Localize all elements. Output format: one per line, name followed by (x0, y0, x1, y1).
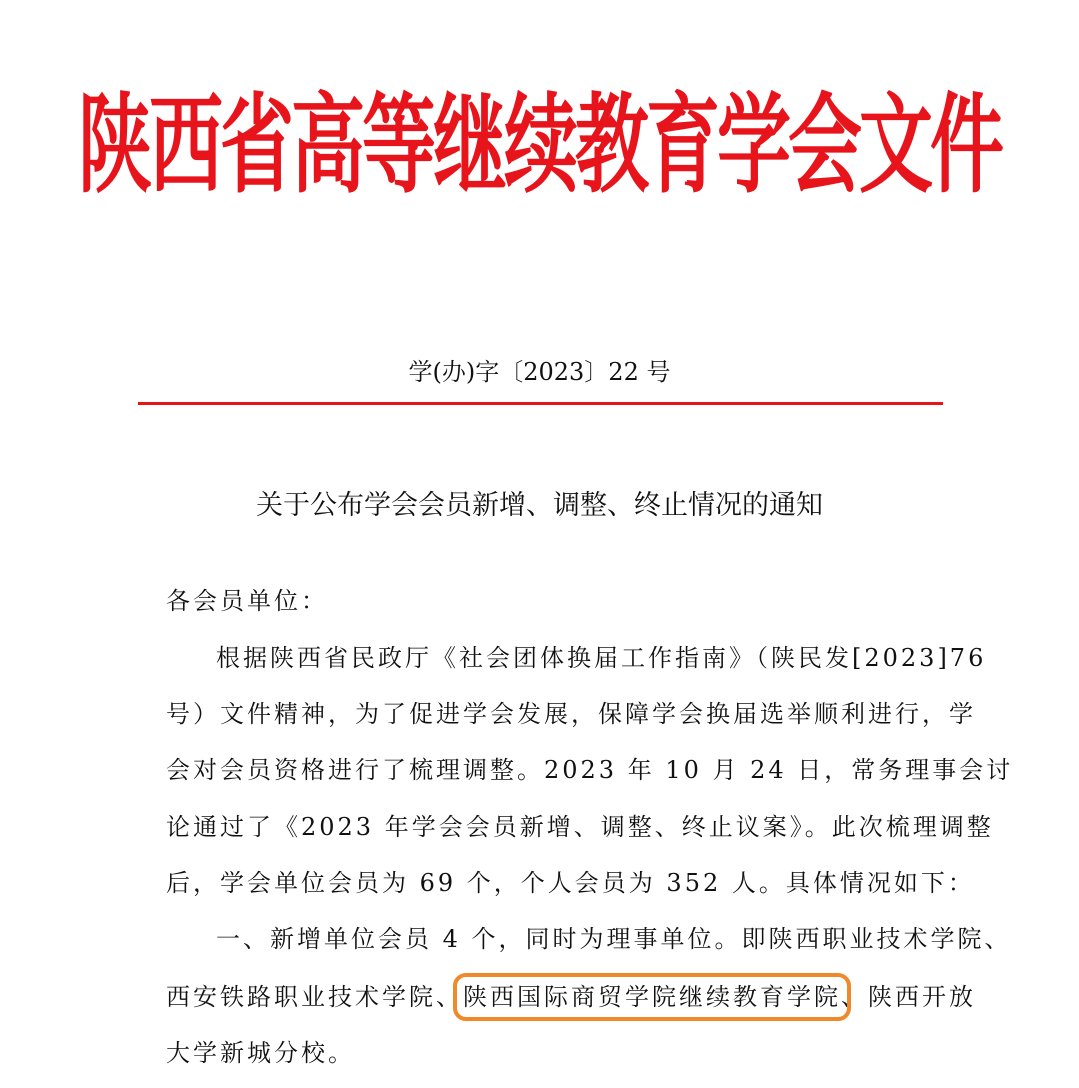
text-before-highlight: 西安铁路职业技术学院、 (166, 983, 463, 1011)
paragraph-line: 一、新增单位会员 4 个，同时为理事单位。即陕西职业技术学院、 (216, 925, 1012, 953)
paragraph-line: 论通过了《2023 年学会会员新增、调整、终止议案》。此次梳理调整 (166, 813, 994, 841)
document-header-title: 陕西省高等继续教育学会文件 (78, 83, 1001, 208)
paragraph-line: 后，学会单位会员为 69 个，个人会员为 352 人。具体情况如下： (166, 869, 975, 897)
notice-title: 关于公布学会会员新增、调整、终止情况的通知 (256, 490, 823, 521)
red-divider-line (138, 402, 943, 405)
paragraph-line: 大学新城分校。 (166, 1039, 355, 1067)
paragraph-line: 号）文件精神，为了促进学会发展，保障学会换届选举顺利进行，学 (166, 700, 976, 728)
paragraph-line: 根据陕西省民政厅《社会团体换届工作指南》（陕民发[2023]76 (216, 644, 987, 672)
salutation: 各会员单位： (166, 587, 328, 615)
text-after-highlight: 、陕西开放 (841, 983, 976, 1011)
paragraph-line: 会对会员资格进行了梳理调整。2023 年 10 月 24 日，常务理事会讨 (166, 756, 1014, 784)
highlighted-institution-name: 陕西国际商贸学院继续教育学院 (463, 983, 841, 1011)
document-number: 学(办)字〔2023〕22 号 (408, 358, 671, 386)
paragraph-line-with-highlight (166, 980, 976, 1014)
